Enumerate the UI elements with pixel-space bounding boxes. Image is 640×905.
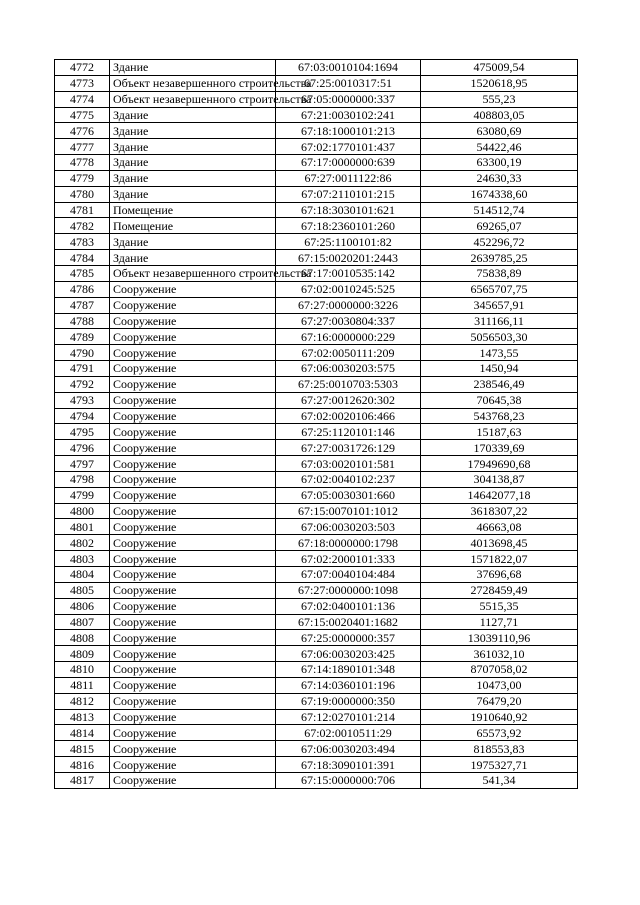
table-row — [55, 123, 578, 139]
row-number-cell: 4790 — [55, 345, 110, 361]
cadastral-number-cell: 67:16:0000000:229 — [276, 329, 421, 345]
table-row — [55, 630, 578, 646]
object-type-cell: Здание — [110, 139, 276, 155]
table-row — [55, 614, 578, 630]
cadastral-value-cell: 5515,35 — [421, 598, 578, 614]
table-row — [55, 139, 578, 155]
table-row — [55, 598, 578, 614]
object-type-cell: Сооружение — [110, 772, 276, 788]
row-number-cell: 4775 — [55, 107, 110, 123]
cadastral-value-cell: 452296,72 — [421, 234, 578, 250]
cadastral-value-cell: 541,34 — [421, 772, 578, 788]
cadastral-value-cell: 75838,89 — [421, 265, 578, 281]
table-row — [55, 741, 578, 757]
object-type-cell: Сооружение — [110, 662, 276, 678]
table-row — [55, 440, 578, 456]
object-type-cell: Здание — [110, 234, 276, 250]
cadastral-value-cell: 70645,38 — [421, 392, 578, 408]
cadastral-value-cell: 1674338,60 — [421, 186, 578, 202]
cadastral-value-cell: 3618307,22 — [421, 503, 578, 519]
cadastral-number-cell: 67:02:0040102:237 — [276, 471, 421, 487]
row-number-cell: 4776 — [55, 123, 110, 139]
object-type-cell: Помещение — [110, 218, 276, 234]
object-type-cell: Сооружение — [110, 709, 276, 725]
object-type-cell: Сооружение — [110, 535, 276, 551]
table-row — [55, 202, 578, 218]
cadastral-value-cell: 63300,19 — [421, 155, 578, 171]
table-row — [55, 503, 578, 519]
cadastral-value-cell: 10473,00 — [421, 677, 578, 693]
cadastral-value-cell: 1450,94 — [421, 361, 578, 377]
cadastral-value-cell: 5056503,30 — [421, 329, 578, 345]
row-number-cell: 4799 — [55, 487, 110, 503]
table-row — [55, 250, 578, 266]
cadastral-number-cell: 67:25:1120101:146 — [276, 424, 421, 440]
table-row — [55, 60, 578, 76]
table-row — [55, 693, 578, 709]
object-type-cell: Здание — [110, 170, 276, 186]
cadastral-number-cell: 67:07:2110101:215 — [276, 186, 421, 202]
table-row — [55, 408, 578, 424]
cadastral-value-cell: 65573,92 — [421, 725, 578, 741]
cadastral-number-cell: 67:21:0030102:241 — [276, 107, 421, 123]
cadastral-number-cell: 67:02:0400101:136 — [276, 598, 421, 614]
object-type-cell: Сооружение — [110, 551, 276, 567]
row-number-cell: 4789 — [55, 329, 110, 345]
table-row — [55, 535, 578, 551]
cadastral-number-cell: 67:02:0020106:466 — [276, 408, 421, 424]
table-row — [55, 487, 578, 503]
row-number-cell: 4809 — [55, 646, 110, 662]
table-row — [55, 567, 578, 583]
table-row — [55, 725, 578, 741]
cadastral-value-cell: 1473,55 — [421, 345, 578, 361]
cadastral-value-cell: 361032,10 — [421, 646, 578, 662]
cadastral-value-cell: 13039110,96 — [421, 630, 578, 646]
cadastral-value-cell: 475009,54 — [421, 60, 578, 76]
table-row — [55, 424, 578, 440]
row-number-cell: 4788 — [55, 313, 110, 329]
object-type-cell: Здание — [110, 155, 276, 171]
row-number-cell: 4800 — [55, 503, 110, 519]
object-type-cell: Сооружение — [110, 567, 276, 583]
row-number-cell: 4780 — [55, 186, 110, 202]
table-row — [55, 107, 578, 123]
row-number-cell: 4808 — [55, 630, 110, 646]
object-type-cell: Здание — [110, 60, 276, 76]
row-number-cell: 4803 — [55, 551, 110, 567]
cadastral-value-cell: 15187,63 — [421, 424, 578, 440]
table-row — [55, 91, 578, 107]
row-number-cell: 4785 — [55, 265, 110, 281]
cadastral-number-cell: 67:27:0011122:86 — [276, 170, 421, 186]
table-row — [55, 155, 578, 171]
cadastral-number-cell: 67:18:0000000:1798 — [276, 535, 421, 551]
object-type-cell: Объект незавершенного строительства — [110, 75, 276, 91]
cadastral-number-cell: 67:14:1890101:348 — [276, 662, 421, 678]
table-row — [55, 234, 578, 250]
row-number-cell: 4801 — [55, 519, 110, 535]
object-type-cell: Сооружение — [110, 741, 276, 757]
cadastral-number-cell: 67:18:2360101:260 — [276, 218, 421, 234]
row-number-cell: 4777 — [55, 139, 110, 155]
table-row — [55, 519, 578, 535]
cadastral-number-cell: 67:12:0270101:214 — [276, 709, 421, 725]
object-type-cell: Помещение — [110, 202, 276, 218]
row-number-cell: 4786 — [55, 281, 110, 297]
row-number-cell: 4810 — [55, 662, 110, 678]
object-type-cell: Сооружение — [110, 345, 276, 361]
object-type-cell: Сооружение — [110, 440, 276, 456]
object-type-cell: Сооружение — [110, 503, 276, 519]
row-number-cell: 4782 — [55, 218, 110, 234]
cadastral-value-cell: 818553,83 — [421, 741, 578, 757]
table-row — [55, 709, 578, 725]
cadastral-value-cell: 37696,68 — [421, 567, 578, 583]
cadastral-value-cell: 6565707,75 — [421, 281, 578, 297]
object-type-cell: Сооружение — [110, 424, 276, 440]
cadastral-value-cell: 1127,71 — [421, 614, 578, 630]
cadastral-number-cell: 67:14:0360101:196 — [276, 677, 421, 693]
row-number-cell: 4798 — [55, 471, 110, 487]
row-number-cell: 4795 — [55, 424, 110, 440]
cadastral-number-cell: 67:06:0030203:425 — [276, 646, 421, 662]
cadastral-number-cell: 67:19:0000000:350 — [276, 693, 421, 709]
table-row — [55, 170, 578, 186]
cadastral-value-cell: 1520618,95 — [421, 75, 578, 91]
cadastral-value-cell: 63080,69 — [421, 123, 578, 139]
table-row — [55, 361, 578, 377]
cadastral-value-cell: 46663,08 — [421, 519, 578, 535]
row-number-cell: 4812 — [55, 693, 110, 709]
cadastral-number-cell: 67:17:0000000:639 — [276, 155, 421, 171]
object-type-cell: Сооружение — [110, 598, 276, 614]
object-type-cell: Сооружение — [110, 582, 276, 598]
row-number-cell: 4778 — [55, 155, 110, 171]
table-row — [55, 376, 578, 392]
row-number-cell: 4817 — [55, 772, 110, 788]
row-number-cell: 4783 — [55, 234, 110, 250]
cadastral-value-cell: 2728459,49 — [421, 582, 578, 598]
cadastral-number-cell: 67:05:0030301:660 — [276, 487, 421, 503]
cadastral-value-cell: 514512,74 — [421, 202, 578, 218]
row-number-cell: 4815 — [55, 741, 110, 757]
object-type-cell: Здание — [110, 107, 276, 123]
object-type-cell: Сооружение — [110, 361, 276, 377]
object-type-cell: Сооружение — [110, 281, 276, 297]
cadastral-number-cell: 67:03:0020101:581 — [276, 456, 421, 472]
row-number-cell: 4814 — [55, 725, 110, 741]
cadastral-value-cell: 1975327,71 — [421, 757, 578, 773]
row-number-cell: 4804 — [55, 567, 110, 583]
object-type-cell: Здание — [110, 250, 276, 266]
table-row — [55, 297, 578, 313]
cadastral-number-cell: 67:02:0050111:209 — [276, 345, 421, 361]
table-row — [55, 471, 578, 487]
row-number-cell: 4816 — [55, 757, 110, 773]
object-type-cell: Сооружение — [110, 757, 276, 773]
cadastral-value-cell: 408803,05 — [421, 107, 578, 123]
cadastral-number-cell: 67:27:0012620:302 — [276, 392, 421, 408]
cadastral-number-cell: 67:15:0070101:1012 — [276, 503, 421, 519]
object-type-cell: Сооружение — [110, 677, 276, 693]
table-row — [55, 265, 578, 281]
object-type-cell: Здание — [110, 186, 276, 202]
table-row — [55, 582, 578, 598]
cadastral-value-cell: 311166,11 — [421, 313, 578, 329]
cadastral-number-cell: 67:25:0000000:357 — [276, 630, 421, 646]
object-type-cell: Объект незавершенного строительства — [110, 265, 276, 281]
cadastral-value-cell: 2639785,25 — [421, 250, 578, 266]
table-row — [55, 281, 578, 297]
table-row — [55, 345, 578, 361]
cadastral-value-cell: 17949690,68 — [421, 456, 578, 472]
row-number-cell: 4811 — [55, 677, 110, 693]
cadastral-number-cell: 67:27:0000000:3226 — [276, 297, 421, 313]
row-number-cell: 4787 — [55, 297, 110, 313]
object-type-cell: Сооружение — [110, 487, 276, 503]
table-row — [55, 456, 578, 472]
table-row — [55, 551, 578, 567]
cadastral-number-cell: 67:06:0030203:494 — [276, 741, 421, 757]
table-row — [55, 329, 578, 345]
cadastral-number-cell: 67:18:3030101:621 — [276, 202, 421, 218]
row-number-cell: 4772 — [55, 60, 110, 76]
cadastral-value-cell: 8707058,02 — [421, 662, 578, 678]
row-number-cell: 4794 — [55, 408, 110, 424]
table-row — [55, 662, 578, 678]
cadastral-value-cell: 1571822,07 — [421, 551, 578, 567]
table-row — [55, 772, 578, 788]
row-number-cell: 4806 — [55, 598, 110, 614]
cadastral-number-cell: 67:15:0020401:1682 — [276, 614, 421, 630]
object-type-cell: Сооружение — [110, 456, 276, 472]
cadastral-value-cell: 555,23 — [421, 91, 578, 107]
object-type-cell: Сооружение — [110, 725, 276, 741]
cadastral-number-cell: 67:17:0010535:142 — [276, 265, 421, 281]
object-type-cell: Сооружение — [110, 646, 276, 662]
cadastral-value-cell: 345657,91 — [421, 297, 578, 313]
table-row — [55, 186, 578, 202]
cadastral-number-cell: 67:15:0000000:706 — [276, 772, 421, 788]
table-row — [55, 757, 578, 773]
cadastral-value-cell: 304138,87 — [421, 471, 578, 487]
cadastral-number-cell: 67:07:0040104:484 — [276, 567, 421, 583]
row-number-cell: 4797 — [55, 456, 110, 472]
object-type-cell: Сооружение — [110, 329, 276, 345]
row-number-cell: 4807 — [55, 614, 110, 630]
row-number-cell: 4793 — [55, 392, 110, 408]
object-type-cell: Сооружение — [110, 471, 276, 487]
cadastral-value-cell: 4013698,45 — [421, 535, 578, 551]
cadastral-number-cell: 67:02:1770101:437 — [276, 139, 421, 155]
object-type-cell: Объект незавершенного строительства — [110, 91, 276, 107]
cadastral-value-cell: 54422,46 — [421, 139, 578, 155]
cadastral-number-cell: 67:25:0010703:5303 — [276, 376, 421, 392]
cadastral-number-cell: 67:02:0010511:29 — [276, 725, 421, 741]
cadastral-value-cell: 170339,69 — [421, 440, 578, 456]
cadastral-number-cell: 67:27:0000000:1098 — [276, 582, 421, 598]
cadastral-number-cell: 67:18:3090101:391 — [276, 757, 421, 773]
table-row — [55, 677, 578, 693]
row-number-cell: 4796 — [55, 440, 110, 456]
property-registry-table — [54, 59, 578, 789]
object-type-cell: Сооружение — [110, 376, 276, 392]
registry-table-body — [55, 60, 578, 789]
row-number-cell: 4813 — [55, 709, 110, 725]
table-row — [55, 646, 578, 662]
cadastral-number-cell: 67:06:0030203:575 — [276, 361, 421, 377]
cadastral-value-cell: 14642077,18 — [421, 487, 578, 503]
object-type-cell: Здание — [110, 123, 276, 139]
object-type-cell: Сооружение — [110, 408, 276, 424]
table-row — [55, 218, 578, 234]
row-number-cell: 4792 — [55, 376, 110, 392]
cadastral-number-cell: 67:02:2000101:333 — [276, 551, 421, 567]
cadastral-number-cell: 67:27:0030804:337 — [276, 313, 421, 329]
row-number-cell: 4805 — [55, 582, 110, 598]
object-type-cell: Сооружение — [110, 519, 276, 535]
table-row — [55, 313, 578, 329]
row-number-cell: 4784 — [55, 250, 110, 266]
object-type-cell: Сооружение — [110, 313, 276, 329]
object-type-cell: Сооружение — [110, 630, 276, 646]
row-number-cell: 4779 — [55, 170, 110, 186]
row-number-cell: 4781 — [55, 202, 110, 218]
row-number-cell: 4791 — [55, 361, 110, 377]
table-row — [55, 392, 578, 408]
object-type-cell: Сооружение — [110, 693, 276, 709]
cadastral-number-cell: 67:25:1100101:82 — [276, 234, 421, 250]
cadastral-value-cell: 1910640,92 — [421, 709, 578, 725]
cadastral-number-cell: 67:15:0020201:2443 — [276, 250, 421, 266]
cadastral-number-cell: 67:25:0010317:51 — [276, 75, 421, 91]
cadastral-number-cell: 67:06:0030203:503 — [276, 519, 421, 535]
cadastral-number-cell: 67:27:0031726:129 — [276, 440, 421, 456]
row-number-cell: 4773 — [55, 75, 110, 91]
cadastral-value-cell: 76479,20 — [421, 693, 578, 709]
cadastral-value-cell: 238546,49 — [421, 376, 578, 392]
cadastral-value-cell: 24630,33 — [421, 170, 578, 186]
cadastral-number-cell: 67:18:1000101:213 — [276, 123, 421, 139]
cadastral-number-cell: 67:03:0010104:1694 — [276, 60, 421, 76]
row-number-cell: 4774 — [55, 91, 110, 107]
object-type-cell: Сооружение — [110, 392, 276, 408]
object-type-cell: Сооружение — [110, 614, 276, 630]
cadastral-number-cell: 67:05:0000000:337 — [276, 91, 421, 107]
cadastral-number-cell: 67:02:0010245:525 — [276, 281, 421, 297]
table-row — [55, 75, 578, 91]
cadastral-value-cell: 543768,23 — [421, 408, 578, 424]
row-number-cell: 4802 — [55, 535, 110, 551]
object-type-cell: Сооружение — [110, 297, 276, 313]
cadastral-value-cell: 69265,07 — [421, 218, 578, 234]
